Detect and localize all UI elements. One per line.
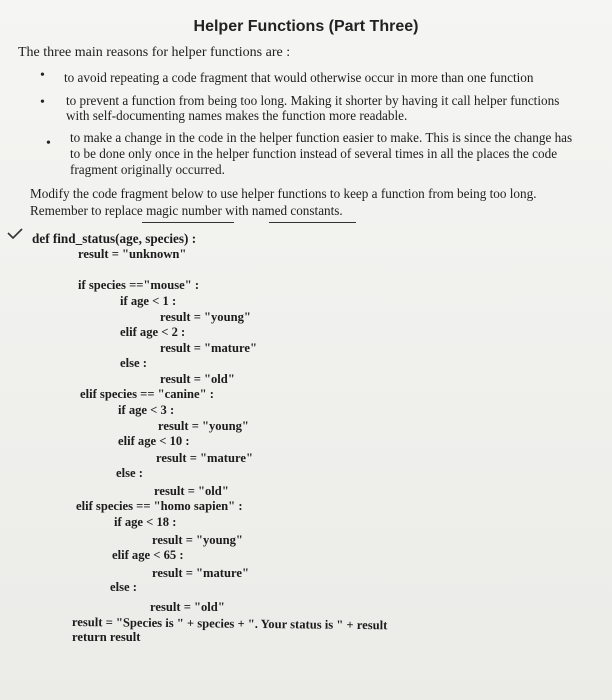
bullet-3-line-1: to make a change in the code in the helper function easier to make. This is since the change has bbox=[70, 130, 573, 145]
code-canine-elif-age: elif age < 10 : bbox=[118, 434, 190, 448]
code-homo-result-young: result = "young" bbox=[152, 533, 243, 547]
code-elif-canine: elif species == "canine" : bbox=[80, 387, 214, 401]
bullet-3-line-2: to be done only once in the helper function instead of several times in all the places the code bbox=[70, 146, 558, 161]
bullet-1: to avoid repeating a code fragment that would otherwise occur in more than one function bbox=[64, 70, 534, 85]
code-canine-if-age: if age < 3 : bbox=[118, 403, 175, 417]
code-mouse-if-age: if age < 1 : bbox=[120, 294, 177, 308]
code-canine-result-mature: result = "mature" bbox=[156, 451, 253, 465]
bullet-dot-icon: • bbox=[46, 136, 51, 151]
magic-number-underline bbox=[142, 222, 234, 223]
bullet-dot-icon: • bbox=[40, 68, 45, 83]
code-mouse-result-old: result = "old" bbox=[160, 372, 235, 386]
intro-text: The three main reasons for helper functions are : bbox=[18, 45, 291, 60]
instruction-line-2: Remember to replace magic number with named constants. bbox=[30, 203, 343, 218]
code-homo-else: else : bbox=[110, 580, 137, 594]
code-homo-result-mature: result = "mature" bbox=[152, 566, 249, 580]
bullet-dot-icon: • bbox=[40, 95, 45, 110]
code-homo-if-age: if age < 18 : bbox=[114, 515, 177, 529]
bullet-2-line-1: to prevent a function from being too long. Making it shorter by having it call helper functions bbox=[66, 93, 560, 108]
code-return: return result bbox=[72, 630, 141, 644]
code-mouse-result-young: result = "young" bbox=[160, 310, 251, 324]
code-init-line: result = "unknown" bbox=[78, 247, 187, 261]
code-if-mouse: if species =="mouse" : bbox=[78, 278, 200, 292]
bullet-2-line-2: with self-documenting names makes the function more readable. bbox=[66, 108, 408, 123]
code-mouse-else: else : bbox=[120, 356, 147, 370]
named-constants-underline bbox=[269, 222, 356, 223]
code-elif-homo-sapien: elif species == "homo sapien" : bbox=[76, 499, 243, 513]
code-homo-result-old: result = "old" bbox=[150, 600, 225, 614]
checkmark-icon bbox=[7, 228, 23, 240]
code-def-line: def find_status(age, species) : bbox=[32, 231, 197, 246]
code-canine-result-old: result = "old" bbox=[154, 484, 229, 498]
bullet-3-line-3: fragment originally occurred. bbox=[70, 162, 225, 177]
code-homo-elif-age: elif age < 65 : bbox=[112, 548, 184, 562]
code-final-result: result = "Species is " + species + ". Your status is " + result bbox=[71, 615, 388, 633]
instruction-line-1: Modify the code fragment below to use helper functions to keep a function from being too long. bbox=[30, 186, 537, 201]
code-mouse-result-mature: result = "mature" bbox=[160, 341, 257, 355]
code-canine-else: else : bbox=[116, 466, 143, 480]
code-canine-result-young: result = "young" bbox=[158, 419, 249, 433]
page-title: Helper Functions (Part Three) bbox=[193, 18, 419, 35]
code-mouse-elif-age: elif age < 2 : bbox=[120, 325, 186, 339]
